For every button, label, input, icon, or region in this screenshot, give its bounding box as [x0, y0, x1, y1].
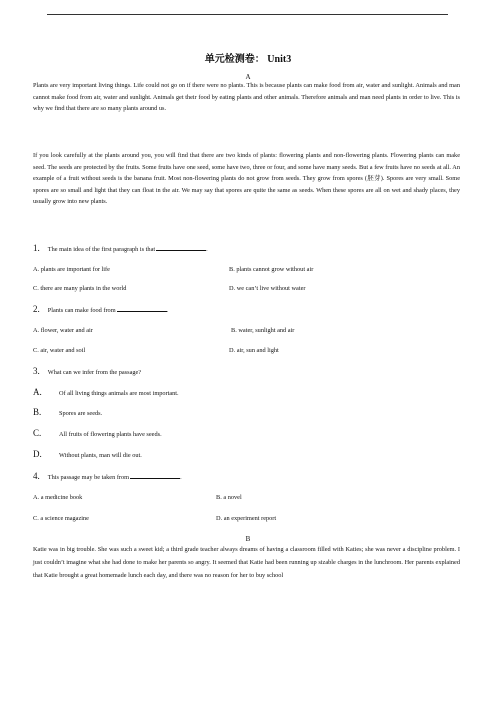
option-3b: B. Spores are seeds.	[33, 407, 103, 417]
option-4a: A. a medicine book	[33, 494, 83, 501]
section-b-label: B	[245, 535, 251, 543]
question-1: 1. The main idea of the first paragraph is that .	[33, 243, 208, 253]
option-3a: A. Of all living things animals are most important.	[33, 387, 179, 397]
passage-a-paragraph-1: Plants are very important living things. Life could not go on if there were no plants. This is because plants can make food from air, water and sunlight. Animals and man cannot make food from air, water and sunlight. Animals get their food by eating plants and other animals. Therefore animals and man need plants in order to live. This is why we find that there are so many plants around us.	[33, 82, 460, 113]
page-title: 单元检测卷： Unit3	[204, 54, 292, 65]
option-1d: D. we can’t live without water	[229, 285, 306, 292]
passage-b-paragraph-1: Katie was in big trouble. She was such a sweet kid; a third grade teacher always dreams of having a classroom filled with Katies; she was never a discipline problem. I just couldn’t imagine what she had done to make her parents so angry. It seemed that Katie had been running up sizable charges in the lunchroom. Her parents explained that Katie brought a great homemade lunch each day, and there was no reason for her to buy school	[33, 546, 460, 579]
question-number: 2.	[33, 304, 40, 314]
section-a-label: A	[245, 73, 251, 81]
option-4d: D. an experiment report	[216, 515, 277, 522]
option-2b: B. water, sunlight and air	[231, 327, 295, 334]
option-2d: D. air, sun and light	[229, 347, 279, 354]
answer-blank	[156, 245, 206, 251]
option-4b: B. a novel	[216, 494, 242, 501]
question-text: What can we infer from the passage?	[47, 369, 142, 376]
option-1a: A. plants are important for life	[33, 266, 110, 273]
question-text: This passage may be taken from	[47, 474, 130, 481]
option-4c: C. a science magazine	[33, 515, 89, 522]
option-1b: B. plants cannot grow without air	[229, 266, 314, 273]
question-text: Plants can make food from	[47, 307, 116, 314]
answer-blank	[117, 306, 167, 312]
passage-a-paragraph-2: If you look carefully at the plants around you, you will find that there are two kinds of plants: flowering plants and non-flowering plants. Flowering plants can make seed. The seeds are protected by the fruits. Some fruits have one seed, some have two, three or four, and some have many seeds. But a few fruits have no seeds at all. An example of a fruit without seeds is the banana fruit. Most non-flowering plants do not grow from seeds. They grow from spores (胚芽). Spores are very small. Some spores are so small and light that they can float in the air. We may say that spores are quite the same as seeds. When these spores are all on wet and shady places, they usually grow into new plants.	[33, 152, 460, 206]
question-text: The main idea of the first paragraph is that	[47, 246, 156, 253]
question-number: 3.	[33, 366, 40, 376]
question-number: 1.	[33, 243, 40, 253]
option-2a: A. flower, water and air	[33, 327, 93, 334]
question-2: 2. Plants can make food from .	[33, 304, 169, 314]
option-3c: C. All fruits of flowering plants have seeds.	[33, 428, 162, 438]
question-number: 4.	[33, 471, 40, 481]
header-rule	[47, 14, 448, 15]
answer-blank	[130, 473, 180, 479]
option-1c: C. there are many plants in the world	[33, 285, 127, 292]
question-3	[33, 366, 141, 376]
question-4: 4. This passage may be taken from .	[33, 471, 182, 481]
option-3d: D. Without plants, man will die out.	[33, 449, 142, 459]
option-2c: C. air, water and soil	[33, 347, 86, 354]
